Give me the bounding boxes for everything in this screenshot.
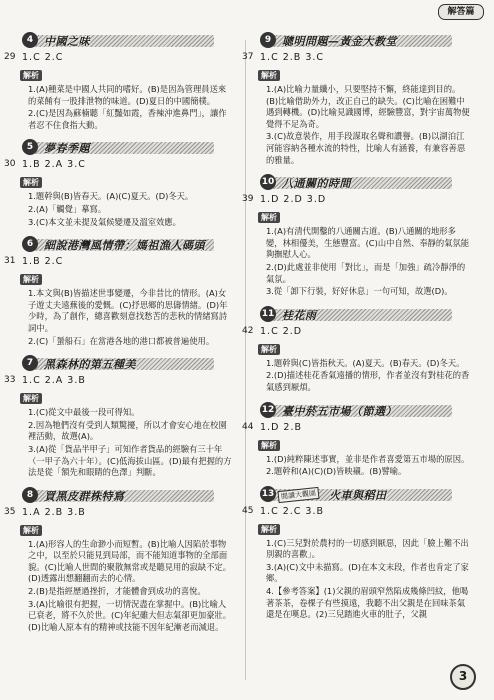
answer-line <box>4 256 232 268</box>
explanation-label: 解析 <box>258 440 280 451</box>
explanation-item: 3.(C)故意裝作，用手段謀取名聲和讚譽。(B)以湖泊江河能容納各種水流的特性，比喻人有涵養，有兼容善惡的雅量。 <box>266 131 466 165</box>
section-header <box>258 306 470 324</box>
answer-section <box>242 486 470 621</box>
explanation-list <box>20 407 232 479</box>
explanation-item: 2.(C)「蜑船石」在當港各地的港口都被普遍使用。 <box>28 335 215 346</box>
section-title: 中國之味 <box>44 35 90 48</box>
answer-key: 1.C 2.D <box>260 325 303 337</box>
left-column <box>4 32 232 641</box>
section-header <box>258 32 470 50</box>
explanation-item: 1.(D)純粹陳述事實，並非是作者喜愛第五市場的原因。 <box>266 453 470 464</box>
answer-key: 1.B 2.C <box>22 256 64 268</box>
answer-line <box>242 194 470 206</box>
explanation-item: 2.(C)是因為蘇楠聽「紅豔如霞，香辣沖進鼻門」，讓作者忍不住食指大動。 <box>28 108 227 130</box>
explanation-list <box>258 538 470 621</box>
explanation-item: 1.本文與(B)皆描述世事變遷，今非昔比的情形。(A)女子遊丈夫遠蕪後的愛慨。(C)抒思鄉的思儔情緒。(D)年少時，為了創作，總喜歡刻意找愁苦的悲秋的情緒寫詩詞中。 <box>28 288 228 333</box>
right-column <box>242 32 470 629</box>
answer-line <box>4 506 232 518</box>
section-number-badge: 5 <box>22 139 38 155</box>
page-reference: 42 <box>242 325 254 336</box>
answer-line <box>4 375 232 387</box>
answer-section <box>4 139 232 228</box>
explanation-item: 3.(A)比喻很有把握，一切情況盡在掌握中。(B)比喻人已衰老，將不久於世。(C)年紀雖大但志氣卻更加豪壯。(D)比喻人原本有的精神或技能不因年紀漸老而減退。 <box>28 598 232 632</box>
section-header <box>20 355 232 373</box>
answer-section <box>242 306 470 394</box>
section-header <box>258 402 470 420</box>
answer-key: 1.D 2.B <box>260 421 302 433</box>
answer-key: 1.A 2.B 3.B <box>22 506 86 518</box>
explanation-item: 2.(D)此處並非使用「對比」，而是「加強」疏冷靜淨的氣氛。 <box>266 261 466 284</box>
section-tag: 閱讀大觀園 <box>277 487 319 503</box>
explanation-item: 1.(C)三兒對於農村的一切感到厭惡，因此「臉上難不出別親的喜歡」。 <box>266 537 469 560</box>
explanation-label: 解析 <box>20 393 42 404</box>
explanation-item: 2.(A)「觸覺」摹寫。 <box>28 203 107 214</box>
answer-section-tab: 解答篇 <box>438 4 484 20</box>
page-reference: 29 <box>4 52 16 62</box>
answer-line <box>4 159 232 171</box>
explanation-list <box>258 226 470 298</box>
explanation-item: 1.(A)形容人的生命渺小而短暫。(B)比喻人因陷於事物之中，以至於只能見到局部，而不能知道事物的全部面貌。(C)比喻人世間的聚散無常或是聽見用的寂缺不定。(D)透露出想翻翻而去的心情。 <box>28 538 232 584</box>
explanation-item: 2.題幹和(A)(C)(D)皆映襯。(B)譬喻。 <box>266 466 407 477</box>
answer-line <box>242 325 470 337</box>
page-reference: 30 <box>4 159 16 170</box>
section-header <box>20 32 232 50</box>
section-title: 聰明問題—黃金大教堂 <box>282 35 397 48</box>
page-reference: 35 <box>4 506 16 517</box>
section-title: 桂花雨 <box>282 308 317 322</box>
answer-section <box>242 174 470 298</box>
answer-section <box>4 355 232 479</box>
section-title: 夢春季題 <box>44 142 90 156</box>
answer-key: 1.C 2.C <box>22 52 64 63</box>
section-header <box>20 236 232 254</box>
answer-section <box>242 402 470 478</box>
explanation-list <box>258 358 470 394</box>
section-number-badge: 8 <box>22 487 38 503</box>
explanation-item: 3.從「卸下行裝，好好休息」一句可知，故選(D)。 <box>266 286 453 297</box>
answer-key: 1.C 2.C 3.B <box>260 505 325 517</box>
section-title: 細說港灣風情帶：媽祖漁人碼頭 <box>44 239 205 253</box>
explanation-label: 解析 <box>258 524 280 535</box>
section-title: 臺中菸五市場（節選） <box>282 404 397 418</box>
explanation-item: 3.(A)(C)文中未描寫。(D)在本文末段，作者也肯定了家鄉。 <box>266 561 469 584</box>
section-number-badge: 9 <box>260 32 276 48</box>
explanation-item: 1.(C)從文中最後一段可得知。 <box>28 407 140 418</box>
explanation-item: 3.(C)本文並未提及氣候變遷及溫室效應。 <box>28 216 181 227</box>
section-header <box>20 487 232 505</box>
explanation-item: 2.因為牠們沒有受到人類驚擾，所以才會安心地在校園裡活動，故選(A)。 <box>28 419 227 442</box>
explanation-label: 解析 <box>20 177 42 188</box>
explanation-label: 解析 <box>258 70 280 81</box>
answer-key: 1.C 2.A 3.B <box>22 375 86 387</box>
explanation-list <box>258 84 470 166</box>
section-number-badge: 6 <box>22 236 38 252</box>
section-title: 黑森林的第五種美 <box>44 358 136 372</box>
answer-section <box>4 32 232 131</box>
answer-key: 1.B 2.A 3.C <box>22 159 86 171</box>
explanation-item: 4.【參考答案】(1)父親的眉頭窄然陷成幾條凹紋，他喝著茶茶，卷棵子有些摸遠，我聽不出父親是在回味茶氣還是在嘆息。(2)三兒踏進火車的肚子，父親 <box>266 586 469 620</box>
explanation-list <box>20 539 232 634</box>
explanation-label: 解析 <box>20 274 42 285</box>
answer-key: 1.C 2.B 3.C <box>260 52 325 63</box>
explanation-list <box>20 84 232 131</box>
explanation-label: 解析 <box>258 344 280 355</box>
section-number-badge: 12 <box>260 402 276 418</box>
explanation-item: 1.(A)比喻力量纖小，只要堅持不懈，終能達到目的。(B)比喻借助外力，改正自己的缺失。(C)比喻在困難中遇到轉機。(D)比喻見識國博，經驗豐富，對宇宙萬物便覺得不足為奇。 <box>266 84 470 129</box>
column-divider <box>245 40 246 680</box>
explanation-label: 解析 <box>20 70 42 81</box>
page-reference: 33 <box>4 375 16 386</box>
explanation-item: 2.(D)描述桂花香氣遠播的情形，作者並沒有對桂花的香氣感到厭煩。 <box>266 370 470 392</box>
explanation-list <box>20 288 232 347</box>
explanation-label: 解析 <box>258 212 280 223</box>
explanation-item: 1.(A)有清代開鑿的八通關古道。(B)八通關的地形多變，林相優美，生態豐富。(C)山中自然、奉靜的氣氛能夠撫慰人心。 <box>266 226 470 260</box>
answer-line <box>4 52 232 63</box>
page-reference: 44 <box>242 421 254 432</box>
explanation-item: 1.題幹與(C)皆指秋天。(A)夏天。(B)春天。(D)冬天。 <box>266 357 465 368</box>
section-number-badge: 11 <box>260 306 276 322</box>
page-reference: 37 <box>242 52 254 62</box>
explanation-item: 2.(B)是指經歷過挫折，才能體會到成功的喜悅。 <box>28 586 206 597</box>
section-number-badge: 10 <box>260 174 276 190</box>
answer-key: 1.D 2.D 3.D <box>260 194 327 206</box>
page-reference: 31 <box>4 256 16 267</box>
explanation-list <box>258 454 470 478</box>
section-number-badge: 7 <box>22 355 38 371</box>
answer-line <box>242 505 470 517</box>
section-number-badge: 13 <box>260 486 276 502</box>
page-number: 3 <box>450 664 476 690</box>
answer-line <box>242 421 470 433</box>
section-number-badge: 4 <box>22 32 38 48</box>
explanation-item: 3.(A)從「貨品半甲子」可知作者貨品的經驗有三十年（一甲子為六十年）。(C)低海拔山區。(D)最有把握的方法是從「額先和眼睛的色澤」判斷。 <box>28 443 232 478</box>
explanation-label: 解析 <box>20 525 42 536</box>
section-title: 買黑皮群株特寫 <box>44 489 125 503</box>
explanation-item: 1.(A)種菜是中國人共同的嗜好。(B)是因為管理員送來的菜餚有一股排泄物的味道。(D)夏日的中國簡樸。 <box>28 84 227 106</box>
answer-section <box>4 487 232 634</box>
section-title: 八通關的時間 <box>282 177 351 191</box>
section-header <box>258 174 470 192</box>
page-reference: 39 <box>242 194 254 205</box>
explanation-item: 1.題幹與(B)皆春天。(A)(C)夏天。(D)冬天。 <box>28 191 194 202</box>
answer-section <box>242 32 470 166</box>
section-header <box>20 139 232 157</box>
answer-section <box>4 236 232 347</box>
section-title: 火車與稻田 <box>329 488 387 502</box>
section-header <box>258 486 470 504</box>
page-reference: 45 <box>242 505 254 516</box>
answer-line <box>242 52 470 63</box>
explanation-list <box>20 191 232 228</box>
